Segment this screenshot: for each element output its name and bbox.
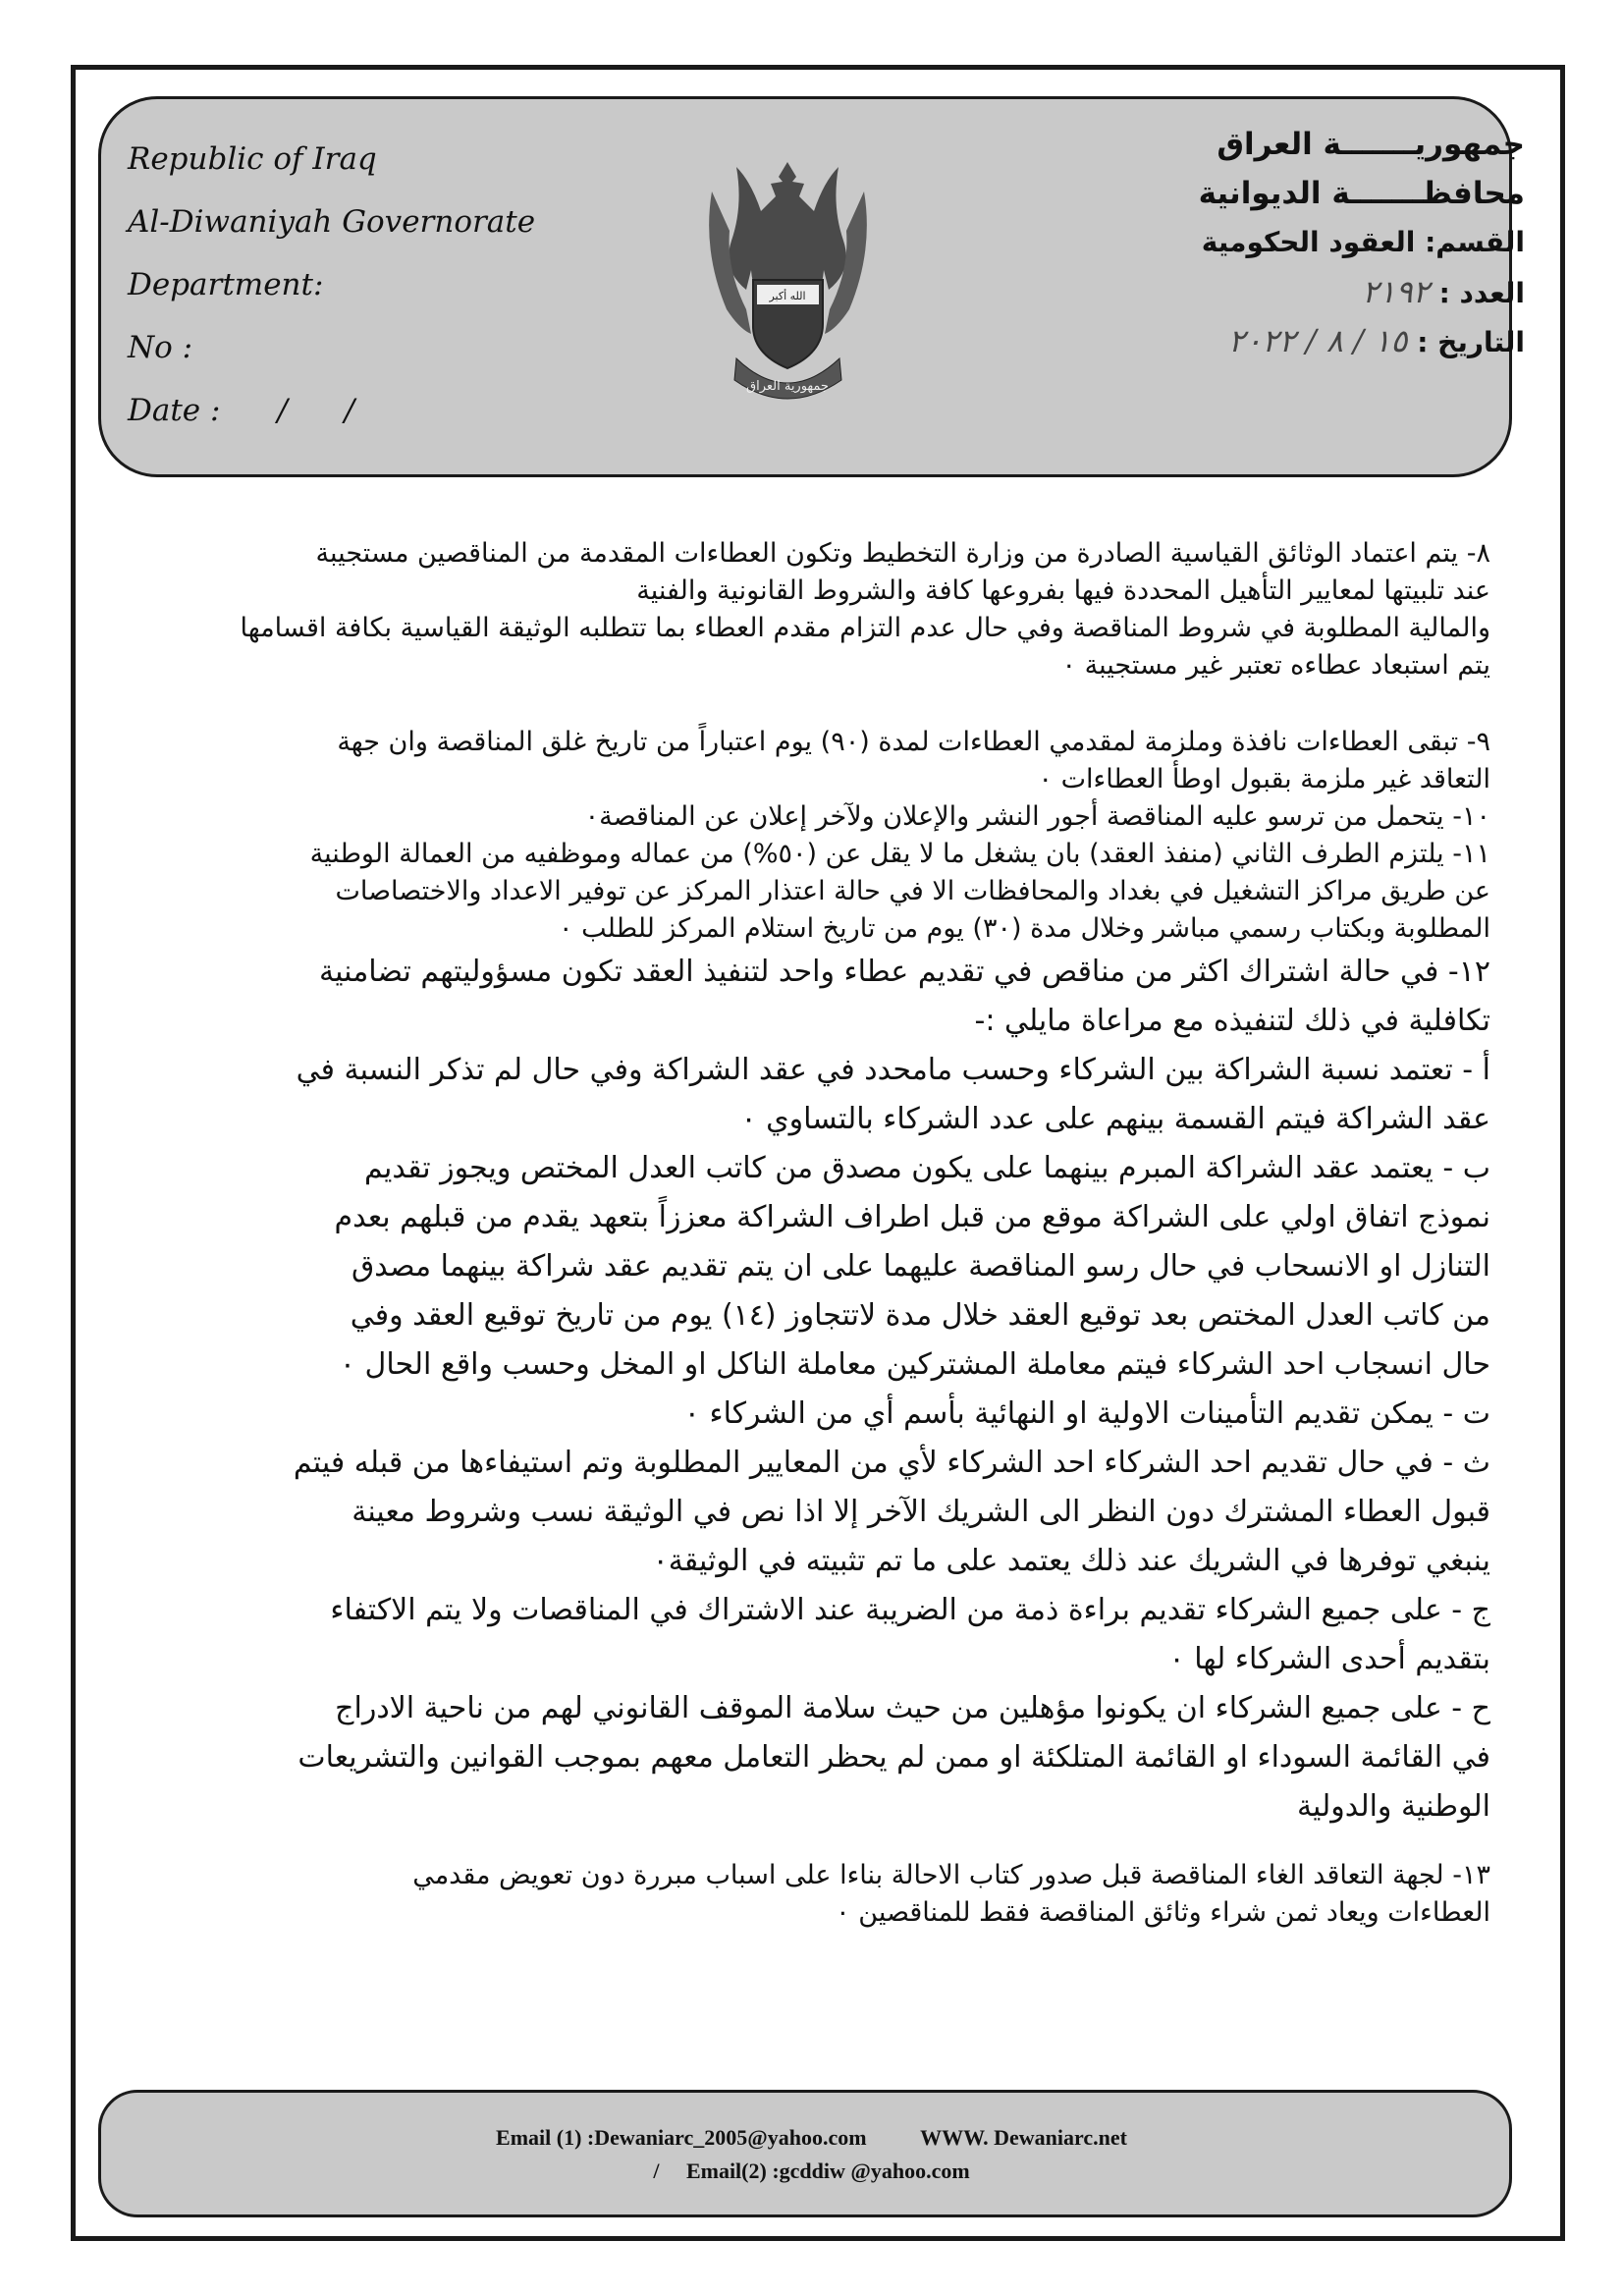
eagle-emblem-icon	[692, 123, 884, 427]
arabic-number-value: ٢١٩٢	[1362, 273, 1430, 310]
footer-email-1[interactable]: Email (1) :Dewaniarc_2005@yahoo.com	[496, 2125, 867, 2150]
arabic-number-label: العدد :	[1438, 277, 1525, 309]
clause-12a-line: عقد الشراكة فيتم القسمة بينهم على عدد الشركاء بالتساوي ٠	[740, 1102, 1490, 1136]
clause-13-line: ١٣- لجهة التعاقد الغاء المناقصة قبل صدور كتاب الاحالة بناءا على اسباب مبررة دون تعويض مقدمي	[412, 1860, 1490, 1890]
footer-row-1	[0, 2121, 1623, 2155]
english-department: Department:	[128, 267, 324, 302]
clause-12h-line: الوطنية والدولية	[1296, 1789, 1490, 1824]
english-date: Date :	[128, 393, 221, 428]
clause-9-line: التعاقد غير ملزمة بقبول اوطأ العطاءات ٠	[1038, 764, 1490, 794]
clause-12j-line: بتقديم أحدى الشركاء لها ٠	[1168, 1642, 1490, 1676]
clause-9-line: ٩- تبقى العطاءات نافذة وملزمة لمقدمي العطاءات لمدة (٩٠) يوم اعتباراً من تاريخ غلق المناقصة وان جهة	[337, 727, 1490, 757]
arabic-letterhead	[1112, 120, 1525, 365]
clause-12b-line: حال انسجاب احد الشركاء فيتم معاملة المشتركين معاملة الناكل او المخل وحسب واقع الحال ٠	[339, 1347, 1490, 1382]
english-letterhead	[128, 128, 535, 442]
clause-8	[116, 535, 1490, 684]
clause-8-line: يتم استبعاد عطاءه تعتبر غير مستجيبة ٠	[1061, 650, 1490, 681]
english-governorate: Al-Diwaniyah Governorate	[128, 204, 536, 240]
clause-11-line: ١١- يلتزم الطرف الثاني (منفذ العقد) بان يشغل ما لا يقل عن (٥٠%) من عماله وموظفيه من العمالة الوطنية	[309, 839, 1490, 869]
arabic-governorate: محافظـــــــة الديوانية	[1198, 176, 1525, 211]
clause-12h-line: في القائمة السوداء او القائمة المتلكئة او ممن لم يحظر التعامل معهم بموجب القوانين والتشريعات	[298, 1740, 1490, 1775]
footer-contacts	[0, 2121, 1623, 2188]
arabic-date-row	[1112, 316, 1525, 365]
date-slash-1: /	[277, 393, 288, 428]
clause-13	[116, 1857, 1490, 1932]
clause-12th-line: قبول العطاء المشترك دون النظر الى الشريك الآخر إلا اذا نص في الوثيقة نسب وشروط معينة	[352, 1495, 1490, 1529]
clause-12th-line: ينبغي توفرها في الشريك عند ذلك يعتمد على ما تم تثبيته في الوثيقة٠	[652, 1544, 1490, 1578]
clause-8-line: عند تلبيتها لمعايير التأهيل المحددة فيها بفروعها كافة والشروط القانونية والفنية	[636, 575, 1490, 606]
english-date-row	[128, 379, 535, 442]
emblem-scroll-text: جمهورية العراق	[746, 379, 829, 394]
clause-12a-line: أ - تعتمد نسبة الشراكة بين الشركاء وحسب مامحدد في عقد الشراكة وفي حال لم تذكر النسبة في	[296, 1053, 1490, 1087]
english-number: No :	[128, 330, 193, 365]
footer-row-2	[0, 2155, 1623, 2188]
clause-12	[116, 948, 1490, 1831]
arabic-date-value: ١٥ / ٨ / ٢٠٢٢	[1227, 322, 1408, 359]
clause-12b-line: من كاتب العدل المختص بعد توقيع العقد خلال مدة لاتتجاوز (١٤) يوم من تاريخ توقيع العقد وفي	[350, 1298, 1490, 1333]
arabic-country: جمهوريـــــــة العراق	[1217, 127, 1525, 162]
footer-slash: /	[653, 2159, 660, 2183]
clause-10: ١٠- يتحمل من ترسو عليه المناقصة أجور النشر والإعلان ولآخر إعلان عن المناقصة٠	[584, 801, 1490, 832]
clause-12-line: تكافلية في ذلك لتنفيذه مع مراعاة مايلي :-	[974, 1004, 1490, 1038]
clause-12h-line: ح - على جميع الشركاء ان يكونوا مؤهلين من حيث سلامة الموقف القانوني لهم من ناحية الادراج	[335, 1691, 1490, 1725]
date-slash-2: /	[344, 393, 355, 428]
clause-11	[116, 836, 1490, 948]
footer-website[interactable]: WWW. Dewaniarc.net	[920, 2125, 1127, 2150]
clause-12b-line: ب - يعتمد عقد الشراكة المبرم بينهما على يكون مصدق من كاتب العدل المختص ويجوز تقديم	[364, 1151, 1490, 1185]
clause-11-line: المطلوبة وبكتاب رسمي مباشر وخلال مدة (٣٠) يوم من تاريخ استلام المركز للطلب ٠	[559, 913, 1490, 944]
clause-12-line: ١٢- في حالة اشتراك اكثر من مناقص في تقديم عطاء واحد لتنفيذ العقد تكون مسؤوليتهم تضامنية	[319, 955, 1490, 989]
clause-12t-line: ت - يمكن تقديم التأمينات الاولية او النهائية بأسم أي من الشركاء ٠	[683, 1396, 1490, 1431]
arabic-date-label: التاريخ :	[1417, 326, 1525, 358]
arabic-number-row	[1112, 267, 1525, 316]
clause-8-line: والمالية المطلوبة في شروط المناقصة وفي حال عدم التزام مقدم العطاء بما تتطلبه الوثيقة القياسية بكافة اقسامها	[240, 613, 1490, 643]
clause-12j-line: ج - على جميع الشركاء تقديم براءة ذمة من الضريبة عند الاشتراك في المناقصات ولا يتم الاكتفاء	[330, 1593, 1490, 1627]
english-country: Republic of Iraq	[128, 141, 377, 177]
clause-12b-line: التنازل او الانسحاب في حال رسو المناقصة عليهما على ان يتم تقديم عقد شراكة بينهما مصدق	[351, 1249, 1490, 1284]
clause-11-line: عن طريق مراكز التشغيل في بغداد والمحافظات الا في حالة اعتذار المركز عن توفير الاعداد والاختصاصات	[335, 876, 1490, 906]
footer-email-2[interactable]: Email(2) :gcddiw @yahoo.com	[685, 2159, 970, 2183]
emblem-flag-text: الله أكبر	[769, 290, 806, 302]
clause-8-line: ٨- يتم اعتماد الوثائق القياسية الصادرة من وزارة التخطيط وتكون العطاءات المقدمة من المناقصين مستجيبة	[315, 538, 1490, 569]
clause-12th-line: ث - في حال تقديم احد الشركاء احد الشركاء لأي من المعايير المطلوبة وتم استيفاءها من قبله فيتم	[293, 1446, 1490, 1480]
clause-12b-line: نموذج اتفاق اولي على الشراكة موقع من قبل اطراف الشراكة معززاً بتعهد يقدم من قبلهم بعدم	[334, 1200, 1490, 1234]
clause-13-line: العطاءات ويعاد ثمن شراء وثائق المناقصة فقط للمناقصين ٠	[836, 1897, 1490, 1928]
clause-9	[116, 724, 1490, 798]
arabic-department: القسم: العقود الحكومية	[1201, 226, 1525, 258]
document-body	[116, 535, 1490, 1932]
